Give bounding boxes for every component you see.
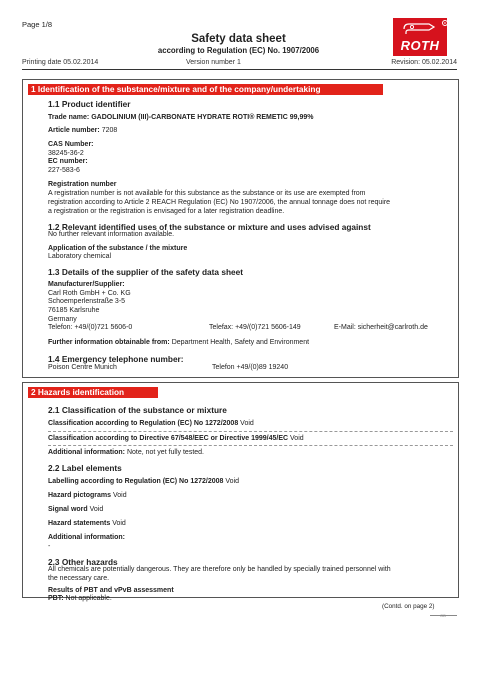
document-subtitle: according to Regulation (EC) No. 1907/2006 (157, 46, 320, 55)
labelling-label: Labelling according to Regulation (EC) No 1272/2008 (48, 478, 224, 485)
classification-title: 2.1 Classification of the substance or mixture (48, 405, 227, 415)
hazard-pictograms-label: Hazard pictograms (48, 492, 112, 499)
roth-logo (393, 18, 447, 56)
poison-phone: Telefon +49/(0)89 19240 (212, 364, 289, 371)
hazard-statements-value: Void (112, 520, 126, 527)
printing-date: Printing date 05.02.2014 (22, 59, 99, 66)
document-title: Safety data sheet (191, 33, 286, 45)
registered-mark-icon: R (443, 21, 447, 25)
registration-line-3: a registration or the registration is envisaged for a later registration deadline. (48, 208, 285, 215)
section-2-heading: 2 Hazards identification (28, 387, 158, 398)
labelling (48, 478, 239, 487)
application-value: Laboratory chemical (48, 253, 112, 260)
signal-word-value: Void (89, 506, 104, 513)
continued-note: (Contd. on page 2) (382, 603, 435, 610)
poison-centre: Poison Centre Munich (48, 364, 117, 371)
pbt-value: Not applicable. (65, 595, 112, 602)
header-divider (22, 69, 457, 70)
language-code: GB (440, 613, 446, 618)
further-info (48, 339, 309, 348)
article-number (48, 127, 117, 136)
version-number: Version number 1 (186, 59, 241, 66)
classification-67548-value: Void (290, 435, 304, 442)
label-elements-title: 2.2 Label elements (48, 463, 122, 473)
classification-1272-label: Classification according to Regulation (EC) No 1272/2008 (48, 420, 239, 427)
supplier-telefon: Telefon: +49/(0)721 5606-0 (48, 324, 133, 331)
classification-1272 (48, 420, 254, 429)
address-line-3: 76185 Karlsruhe (48, 307, 100, 314)
hazard-pictograms (48, 492, 127, 501)
relevant-uses-text: No further relevant information available. (48, 231, 175, 238)
supplier-email[interactable]: E-Mail: sicherheit@carlroth.de (334, 324, 428, 331)
classification-1272-value: Void (240, 420, 254, 427)
trade-name-value: GADOLINIUM (III)-CARBONATE HYDRATE ROTI® REMETIC 99,99% (91, 114, 314, 121)
article-label: Article number: (48, 127, 100, 134)
labelling-value: Void (225, 478, 240, 485)
trade-name-label: Trade name: (48, 114, 90, 121)
supplier-telefax: Telefax: +49/(0)721 5606-149 (209, 324, 301, 331)
further-info-value: Department Health, Safety and Environment (171, 339, 310, 346)
pbt-result (48, 595, 112, 604)
registration-line-1: A registration number is not available for this substance as the substance or its use are exempted from (48, 190, 366, 197)
additional-info-2-value: - (48, 543, 51, 550)
cas-value: 38245-36-2 (48, 150, 84, 157)
address-line-2: Schoemperlenstraße 3-5 (48, 298, 126, 305)
hazard-statements (48, 520, 126, 529)
pbt-assessment-title: Results of PBT and vPvB assessment (48, 587, 174, 594)
dashed-divider (48, 431, 453, 432)
article-value: 7208 (101, 127, 118, 134)
additional-info-2-label: Additional information: (48, 534, 125, 541)
ec-value: 227-583-6 (48, 167, 80, 174)
other-hazards-line-1: All chemicals are potentially dangerous. They are therefore only be handled by specially trained personnel with (48, 566, 391, 573)
classification-67548-label: Classification according to Directive 67/548/EEC or Directive 1999/45/EC (48, 435, 289, 442)
additional-info-value: Note, not yet fully tested. (126, 449, 204, 456)
hazard-pictograms-value: Void (112, 492, 127, 499)
page-number: Page 1/8 (22, 20, 53, 29)
product-identifier-title: 1.1 Product identifier (48, 99, 131, 109)
section-1-heading: 1 Identification of the substance/mixture and of the company/undertaking (28, 84, 383, 95)
signal-word (48, 506, 103, 515)
additional-info-label: Additional information: (48, 449, 125, 456)
relevant-uses-title: 1.2 Relevant identified uses of the substance or mixture and uses advised against (48, 222, 371, 232)
dashed-divider (48, 445, 453, 446)
registration-line-2: registration according to Article 2 REACH Regulation (EC) No 1907/2006, the annual tonnage does not require (48, 199, 391, 206)
address-line-4: Germany (48, 316, 77, 323)
manufacturer-label: Manufacturer/Supplier: (48, 281, 125, 288)
supplier-title: 1.3 Details of the supplier of the safety data sheet (48, 267, 244, 277)
application-label: Application of the substance / the mixture (48, 245, 188, 252)
emergency-title: 1.4 Emergency telephone number: (48, 354, 184, 364)
further-info-label: Further information obtainable from: (48, 339, 170, 346)
other-hazards-line-2: the necessary care. (48, 575, 110, 582)
cas-label: CAS Number: (48, 141, 94, 148)
ec-label: EC number: (48, 158, 88, 165)
logo-text: ROTH (400, 38, 440, 53)
revision-date: Revision: 05.02.2014 (391, 59, 457, 66)
classification-67548 (48, 435, 304, 444)
flask-logo-icon (401, 22, 437, 35)
trade-name (48, 114, 314, 123)
additional-info (48, 449, 204, 458)
registration-label: Registration number (48, 181, 117, 188)
signal-word-label: Signal word (48, 506, 88, 513)
address-line-1: Carl Roth GmbH + Co. KG (48, 290, 131, 297)
hazard-statements-label: Hazard statements (48, 520, 111, 527)
pbt-label: PBT: (48, 595, 64, 602)
other-hazards-title: 2.3 Other hazards (48, 557, 118, 567)
